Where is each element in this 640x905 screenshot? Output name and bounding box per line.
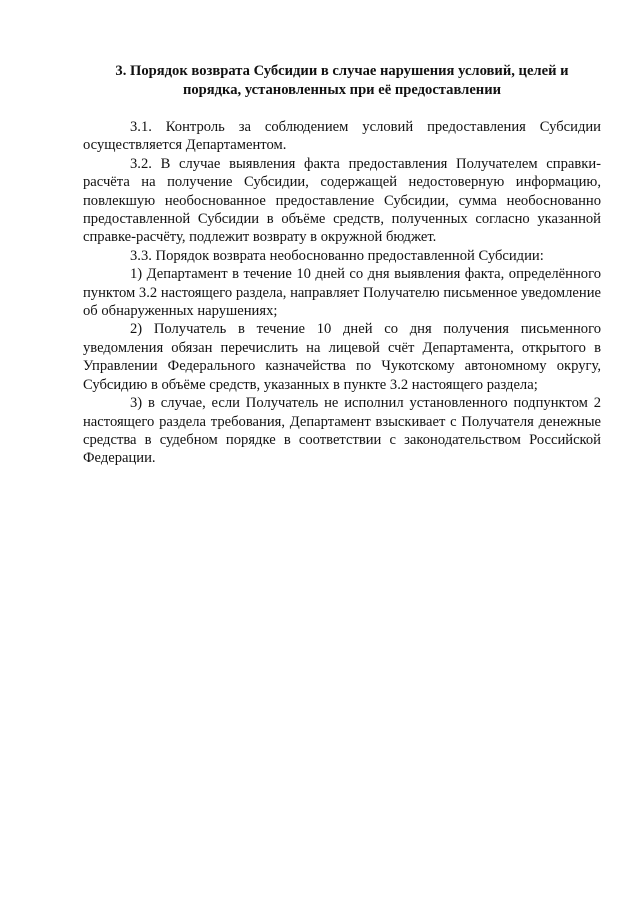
paragraph-3-3: 3.3. Порядок возврата необоснованно предоставленной Субсидии: xyxy=(130,247,544,264)
paragraph-3-2: 3.2. В случае выявления факта предоставления Получателем справки-расчёта на получение Субсидии, содержащей недостоверную информацию, повлекшую необоснованное предоставление Субсидии, сумма необоснованно предоставленной Субсидии в объёме средств, полученных согласно указанной справке-расчёту, подлежит возврату в окружной бюджет. xyxy=(83,155,601,246)
paragraph-item-2: 2) Получатель в течение 10 дней со дня получения письменного уведомления обязан перечислить на лицевой счёт Департамента, открытого в Управлении Федерального казначейства по Чукотскому автономному округу, Субсидию в объёме средств, указанных в пункте 3.2 настоящего раздела; xyxy=(83,321,601,393)
document-body xyxy=(83,118,601,468)
paragraph-3-1: 3.1. Контроль за соблюдением условий предоставления Субсидии осуществляется Департаментом. xyxy=(83,119,601,154)
paragraph-item-3: 3) в случае, если Получатель не исполнил установленного подпунктом 2 настоящего раздела требования, Департамент взыскивает с Получателя денежные средства в судебном порядке в соответствии с законодательством Российской Федерации. xyxy=(83,395,601,467)
document-content xyxy=(83,62,601,468)
section-title: 3. Порядок возврата Субсидии в случае нарушения условий, целей и порядка, установленных при её предоставлении xyxy=(115,63,569,98)
paragraph-item-1: 1) Департамент в течение 10 дней со дня выявления факта, определённого пунктом 3.2 настоящего раздела, направляет Получателю письменное уведомление об обнаруженных нарушениях; xyxy=(83,266,601,320)
